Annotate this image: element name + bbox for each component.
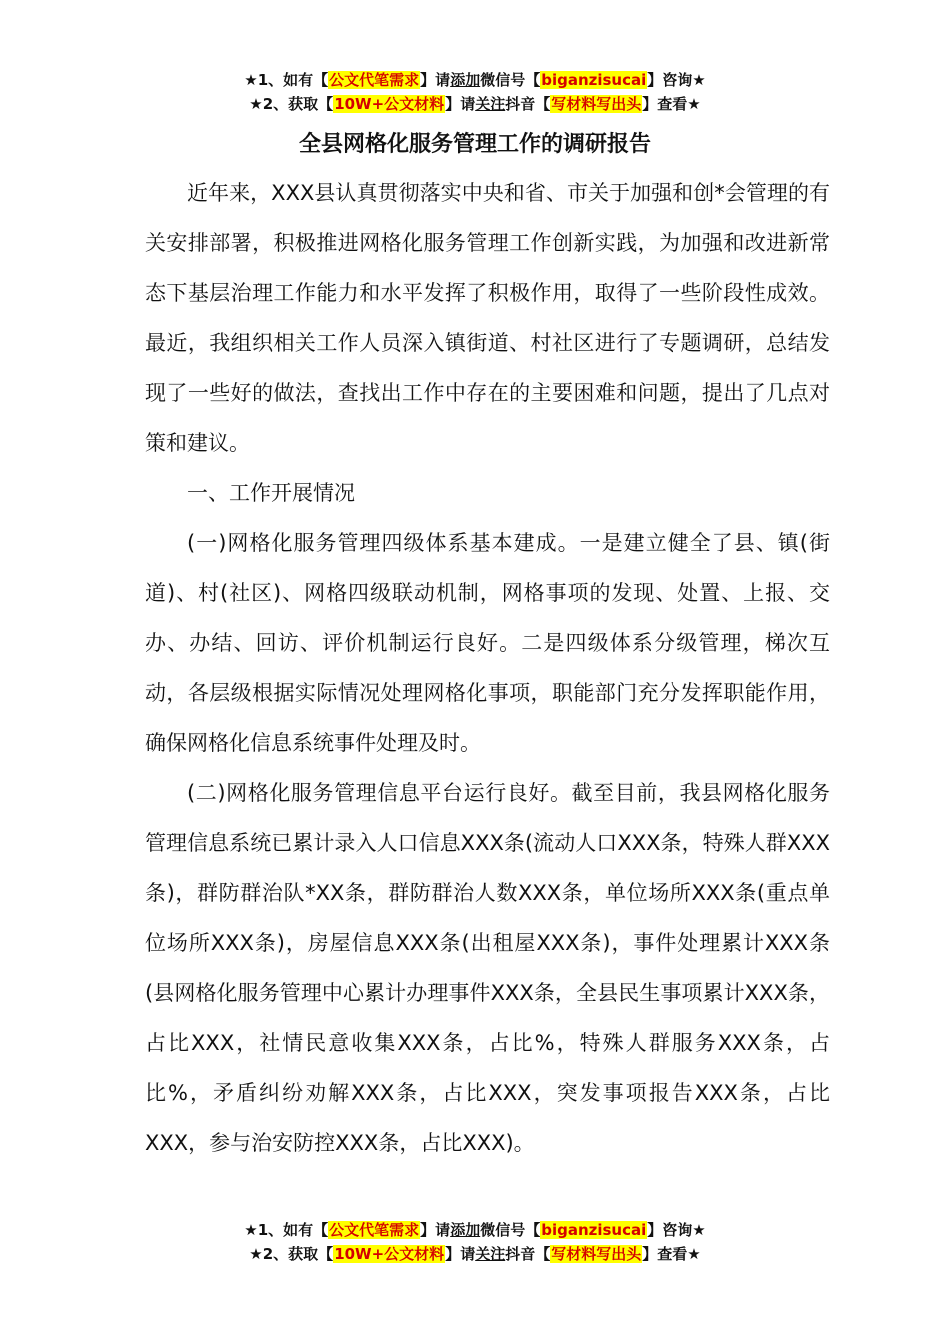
promo-highlight: 10W+公文材料 [334, 95, 445, 113]
promo-line-1 [0, 68, 950, 92]
promo-line-2 [0, 92, 950, 116]
promo-text: 】咨询★ [647, 1221, 706, 1239]
document-body [145, 168, 830, 1168]
promo-text: 】请 [420, 1221, 451, 1239]
promo-text: 】请 [420, 71, 451, 89]
promo-line-2 [0, 1242, 950, 1266]
promo-text: 】咨询★ [647, 71, 706, 89]
promo-highlight: biganzisucai [541, 71, 647, 89]
promo-highlight: 公文代笔需求 [329, 1221, 420, 1239]
promo-underlined-text: 添加 [450, 1221, 481, 1239]
promo-highlight: 10W+公文材料 [334, 1245, 445, 1263]
promo-highlight: 写材料写出头 [551, 95, 642, 113]
promo-text: 】查看★ [642, 1245, 701, 1263]
promo-text: 微信号【 [480, 71, 541, 89]
promo-underlined-text: 关注 [475, 1245, 506, 1263]
promo-highlight: biganzisucai [541, 1221, 647, 1239]
promo-text: 微信号【 [480, 1221, 541, 1239]
promo-line-1 [0, 1218, 950, 1242]
promo-text: 抖音【 [505, 1245, 551, 1263]
promo-highlight: 公文代笔需求 [329, 71, 420, 89]
paragraph-platform: (二)网格化服务管理信息平台运行良好。截至目前，我县网格化服务管理信息系统已累计录入人口信息XXX条(流动人口XXX条，特殊人群XXX条)，群防群治队*XX条，群防群治人数XXX条，单位场所XXX条(重点单位场所XXX条)，房屋信息XXX条(出租屋XXX条)，事件处理累计XXX条(县网格化服务管理中心累计办理事件XXX条，全县民生事项累计XXX条，占比XXX，社情民意收集XXX条，占比%，特殊人群服务XXX条，占比%，矛盾纠纷劝解XXX条，占比XXX，突发事项报告XXX条，占比XXX，参与治安防控XXX条，占比XXX)。 [145, 781, 830, 1155]
promo-text: 】查看★ [642, 95, 701, 113]
promo-underlined-text: 关注 [475, 95, 506, 113]
top-promo-banner [0, 68, 950, 116]
promo-text: 】请 [445, 95, 476, 113]
promo-text: ★2、获取【 [249, 1245, 334, 1263]
paragraph-system: (一)网格化服务管理四级体系基本建成。一是建立健全了县、镇(街道)、村(社区)、网格四级联动机制，网格事项的发现、处置、上报、交办、办结、回访、评价机制运行良好。二是四级体系分级管理，梯次互动，各层级根据实际情况处理网格化事项，职能部门充分发挥职能作用，确保网格化信息系统事件处理及时。 [145, 531, 830, 755]
promo-text: 抖音【 [505, 95, 551, 113]
promo-text: 】请 [445, 1245, 476, 1263]
promo-underlined-text: 添加 [450, 71, 481, 89]
promo-text: ★2、获取【 [249, 95, 334, 113]
promo-text: ★1、如有【 [244, 71, 329, 89]
promo-text: ★1、如有【 [244, 1221, 329, 1239]
promo-highlight: 写材料写出头 [551, 1245, 642, 1263]
section-heading: 一、工作开展情况 [187, 481, 355, 505]
paragraph-intro: 近年来，XXX县认真贯彻落实中央和省、市关于加强和创*会管理的有关安排部署，积极推进网格化服务管理工作创新实践，为加强和改进新常态下基层治理工作能力和水平发挥了积极作用，取得了一些阶段性成效。最近，我组织相关工作人员深入镇街道、村社区进行了专题调研，总结发现了一些好的做法，查找出工作中存在的主要困难和问题，提出了几点对策和建议。 [145, 181, 830, 455]
document-title: 全县网格化服务管理工作的调研报告 [298, 132, 651, 157]
bottom-promo-banner [0, 1218, 950, 1266]
